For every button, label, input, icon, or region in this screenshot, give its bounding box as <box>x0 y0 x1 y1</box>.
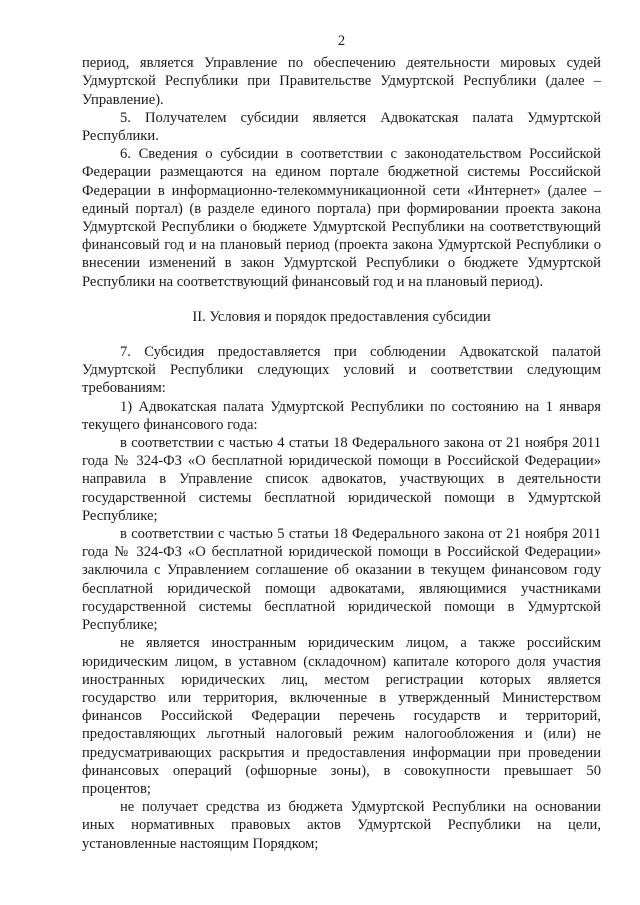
paragraph: 1) Адвокатская палата Удмуртской Республики по состоянию на 1 января текущего финансового года: <box>82 398 601 433</box>
paragraph: 6. Сведения о субсидии в соответствии с законодательством Российской Федерации размещаются на едином портале бюджетной системы Российской Федерации в информационно-телекоммуникационной сети «Интернет» (далее – единый портал) (в разделе единого портала) при формировании проекта закона Удмуртской Республики о бюджете Удмуртской Республики на соответствующий финансовый год и на плановый период (проекта закона Удмуртской Республики о внесении изменений в закон Удмуртской Республики о бюджете Удмуртской Республики на соответствующий финансовый год и на плановый период). <box>82 146 601 290</box>
paragraph: не является иностранным юридическим лицом, а также российским юридическим лицом, в уставном (складочном) капитале которого доля участия иностранных юридических лиц, местом регистрации которых является государство или территория, включенные в утвержденный Министерством финансов Российской Федерации перечень государств и территорий, предоставляющих льготный налоговый режим налогообложения и (или) не предусматривающих раскрытия и предоставления информации при проведении финансовых операций (офшорные зоны), в совокупности превышает 50 процентов; <box>82 635 601 797</box>
paragraph: в соответствии с частью 4 статьи 18 Федерального закона от 21 ноября 2011 года № 324-ФЗ «О бесплатной юридической помощи в Российской Федерации» направила в Управление список адвокатов, участвующих в деятельности государственной системы бесплатной юридической помощи в Удмуртской Республике; <box>82 435 601 524</box>
page-number: 2 <box>337 33 346 49</box>
paragraphs-before-heading <box>82 54 601 291</box>
paragraphs-after-heading <box>82 343 601 853</box>
paragraph: 7. Субсидия предоставляется при соблюдении Адвокатской палатой Удмуртской Республики следующих условий и соответствии следующим требованиям: <box>82 344 601 397</box>
paragraph: в соответствии с частью 5 статьи 18 Федерального закона от 21 ноября 2011 года № 324-ФЗ «О бесплатной юридической помощи в Российской Федерации» заключила с Управлением соглашение об оказании в текущем финансовом году бесплатной юридической помощи адвокатами, являющимися участниками государственной системы бесплатной юридической помощи в Удмуртской Республике; <box>82 526 601 634</box>
paragraph: не получает средства из бюджета Удмуртской Республики на основании иных нормативных правовых актов Удмуртской Республики на цели, установленные настоящим Порядком; <box>82 799 601 852</box>
paragraph: период, является Управление по обеспечению деятельности мировых судей Удмуртской Республики при Правительстве Удмуртской Республики (далее – Управление). <box>82 55 601 108</box>
paragraph: 5. Получателем субсидии является Адвокатская палата Удмуртской Республики. <box>82 109 601 145</box>
document-page <box>82 32 601 853</box>
section-heading: II. Условия и порядок предоставления субсидии <box>192 308 491 325</box>
